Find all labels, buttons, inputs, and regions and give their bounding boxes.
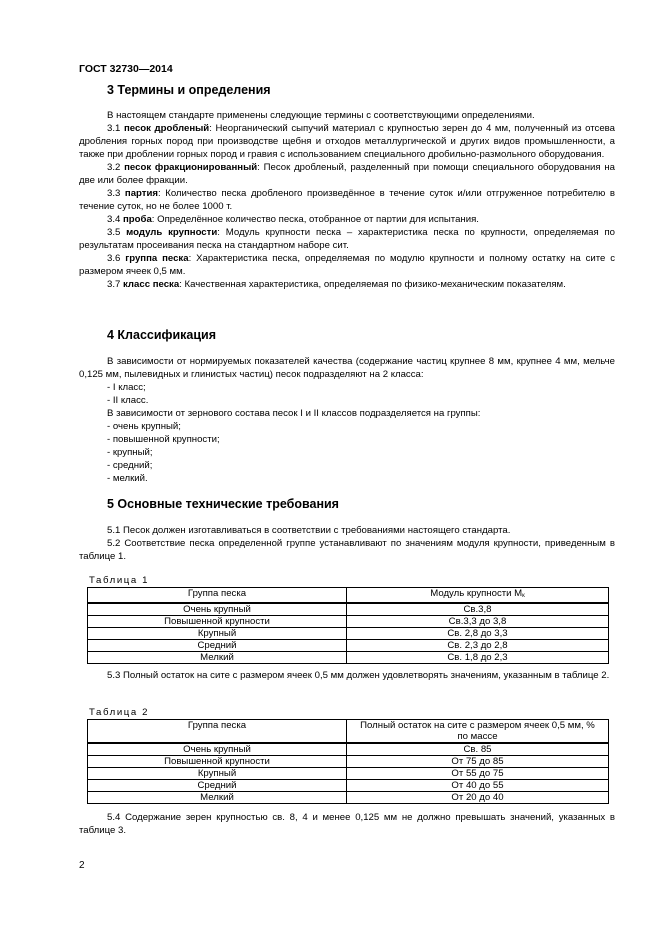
table-cell: Повышенной крупности xyxy=(88,756,347,768)
table-2-caption: Таблица 2 xyxy=(89,707,150,718)
term-number: 3.1 xyxy=(107,123,121,134)
term-name: группа песка xyxy=(125,253,189,264)
term-name: песок дробленый xyxy=(123,123,210,134)
table-cell: Св. 2,3 до 2,8 xyxy=(347,640,609,652)
clause-5-2: 5.2 Соответствие песка определенной группе устанавливают по значениям модуля крупности, приведенным в таблице 1. xyxy=(79,538,615,562)
standard-designation: ГОСТ 32730—2014 xyxy=(79,63,173,75)
table-cell: От 20 до 40 xyxy=(347,792,609,804)
section-5-title: 5 Основные технические требования xyxy=(107,497,339,511)
header-text: Модуль крупности М xyxy=(430,588,523,599)
table-cell: Очень крупный xyxy=(88,743,347,756)
table-cell: От 55 до 75 xyxy=(347,768,609,780)
table-row xyxy=(88,616,609,628)
table-cell: От 75 до 85 xyxy=(347,756,609,768)
table-cell: Св.3,8 xyxy=(347,603,609,616)
table-1-caption: Таблица 1 xyxy=(89,575,150,586)
header-text: Полный остаток на сите с размером ячеек 0,5 мм, % xyxy=(360,720,595,731)
table-cell: Средний xyxy=(88,640,347,652)
table-row xyxy=(88,756,609,768)
table-cell: От 40 до 55 xyxy=(347,780,609,792)
term-name: модуль крупности xyxy=(126,227,218,238)
page-number: 2 xyxy=(79,860,85,871)
table-cell: Св. 2,8 до 3,3 xyxy=(347,628,609,640)
term-definition: : Модуль крупности песка – характеристика песка по крупности, определяемая по результатам просеивания песка на стандартном наборе сит. xyxy=(79,227,615,251)
table-row xyxy=(88,652,609,664)
term-definition: : Песок дробленый, разделенный при помощи специального оборудования на две или более фракции. xyxy=(79,162,615,186)
table-header-cell xyxy=(347,720,609,744)
section-3-body xyxy=(79,109,615,291)
term-number: 3.3 xyxy=(107,188,121,199)
term-definition: : Качественная характеристика, определяемая по физико-механическим показателям. xyxy=(179,279,566,290)
table-header-cell: Группа песка xyxy=(88,588,347,604)
term-3-5 xyxy=(79,226,615,252)
table-row xyxy=(88,780,609,792)
clause-5-3-block xyxy=(79,669,615,682)
term-name: песок фракционированный xyxy=(124,162,258,173)
clause-5-4: 5.4 Содержание зерен крупностью св. 8, 4 и менее 0,125 мм не должно превышать значений, указанных в таблице 3. xyxy=(79,812,615,836)
term-number: 3.2 xyxy=(107,162,121,173)
table-row xyxy=(88,743,609,756)
term-number: 3.7 xyxy=(107,279,121,290)
table-1 xyxy=(87,587,609,664)
clause-5-1: 5.1 Песок должен изготавливаться в соответствии с требованиями настоящего стандарта. xyxy=(107,525,511,536)
term-3-1 xyxy=(79,122,615,161)
table-header-cell: Группа песка xyxy=(88,720,347,744)
table-2 xyxy=(87,719,609,804)
clause-5-4-block xyxy=(79,811,615,837)
term-definition: : Количество песка дробленого произведённое в течение суток и/или отгруженное потребителю в течение суток, но не более 1000 т. xyxy=(79,188,615,212)
table-cell: Св.3,3 до 3,8 xyxy=(347,616,609,628)
term-name: класс песка xyxy=(123,279,180,290)
table-row xyxy=(88,792,609,804)
table-cell: Св. 85 xyxy=(347,743,609,756)
term-3-6 xyxy=(79,252,615,278)
term-definition: : Определённое количество песка, отобранное от партии для испытания. xyxy=(151,214,479,225)
term-number: 3.4 xyxy=(107,214,121,225)
groups-paragraph: В зависимости от зернового состава песок I и II классов подразделяется на группы: xyxy=(107,408,481,419)
table-cell: Повышенной крупности xyxy=(88,616,347,628)
term-definition: : Характеристика песка, определяемая по модулю крупности и полному остатку на сите с размером ячеек 0,5 мм. xyxy=(79,253,616,277)
group-item: - мелкий. xyxy=(107,473,148,484)
table-cell: Крупный xyxy=(88,628,347,640)
table-cell: Очень крупный xyxy=(88,603,347,616)
term-number: 3.6 xyxy=(107,253,121,264)
group-item: - средний; xyxy=(107,460,153,471)
header-text: по массе xyxy=(457,731,498,742)
table-cell: Крупный xyxy=(88,768,347,780)
table-cell: Мелкий xyxy=(88,792,347,804)
table-row xyxy=(88,640,609,652)
class-item: - II класс. xyxy=(107,395,149,406)
term-name: проба xyxy=(123,214,152,225)
classification-paragraph: В зависимости от нормируемых показателей качества (содержание частиц крупнее 8 мм, крупнее 4 мм, мельче 0,125 мм, пылевидных и глинистых частиц) песок подразделяют на 2 класса: xyxy=(79,356,615,380)
table-cell: Мелкий xyxy=(88,652,347,664)
clause-5-3: 5.3 Полный остаток на сите с размером ячеек 0,5 мм должен удовлетворять значениям, указанным в таблице 2. xyxy=(107,670,610,681)
group-item: - очень крупный; xyxy=(107,421,181,432)
table-row xyxy=(88,768,609,780)
table-row xyxy=(88,628,609,640)
section-5-intro xyxy=(79,524,615,563)
table-cell: Св. 1,8 до 2,3 xyxy=(347,652,609,664)
term-3-2 xyxy=(79,161,615,187)
term-number: 3.5 xyxy=(107,227,121,238)
section-4-body xyxy=(79,355,615,485)
term-3-3 xyxy=(79,187,615,213)
header-subscript: к xyxy=(522,593,525,599)
section-4-title: 4 Классификация xyxy=(107,328,217,342)
term-3-7 xyxy=(79,278,615,291)
section-3-intro: В настоящем стандарте применены следующие термины с соответствующими определениями. xyxy=(107,110,535,121)
table-row xyxy=(88,603,609,616)
table-header-cell xyxy=(347,588,609,604)
table-cell: Средний xyxy=(88,780,347,792)
class-item: - I класс; xyxy=(107,382,146,393)
section-3-title: 3 Термины и определения xyxy=(107,83,271,97)
term-definition: : Неорганический сыпучий материал с крупностью зерен до 4 мм, полученный из отсева дробления горных пород при производстве щебня и отходов металлургической и других видов промышленности, а также при дроблении горных пород и гравия с использованием специального дробильно-размольного оборудования. xyxy=(79,123,616,160)
group-item: - крупный; xyxy=(107,447,153,458)
group-item: - повышенной крупности; xyxy=(107,434,220,445)
term-name: партия xyxy=(124,188,158,199)
term-3-4 xyxy=(79,213,615,226)
